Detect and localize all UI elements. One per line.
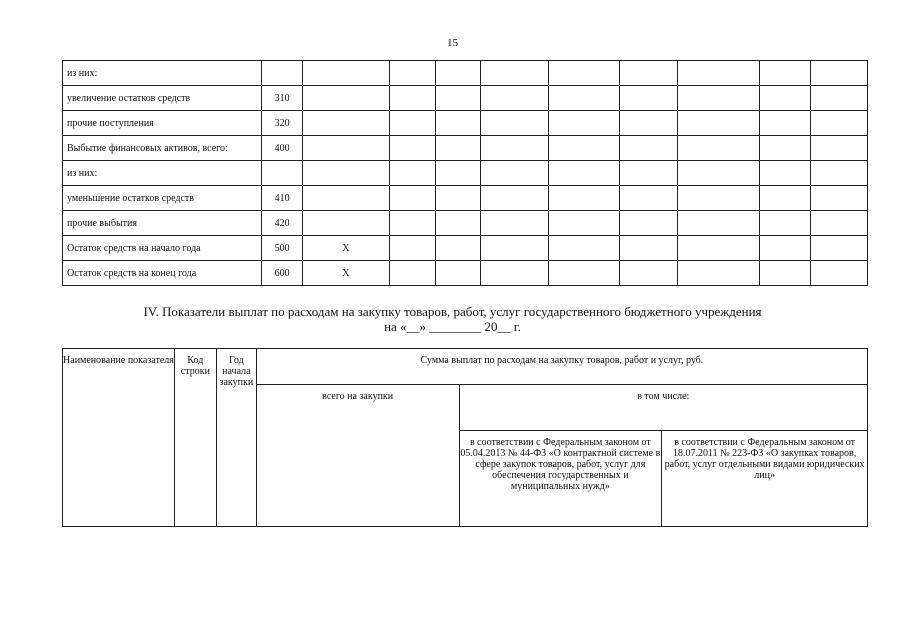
row-label: увеличение остатков средств bbox=[63, 86, 262, 111]
empty-cell bbox=[678, 61, 760, 86]
empty-cell bbox=[549, 61, 620, 86]
empty-cell bbox=[436, 136, 481, 161]
empty-cell bbox=[760, 261, 810, 286]
table-row bbox=[63, 236, 868, 261]
row-label: из них: bbox=[63, 161, 262, 186]
empty-cell bbox=[389, 86, 436, 111]
table-row bbox=[63, 61, 868, 86]
row-col3 bbox=[303, 86, 389, 111]
empty-cell bbox=[760, 236, 810, 261]
empty-cell bbox=[678, 236, 760, 261]
procurement-payments-table bbox=[62, 348, 868, 527]
empty-cell bbox=[810, 211, 867, 236]
financial-assets-table bbox=[62, 60, 868, 286]
empty-cell bbox=[389, 61, 436, 86]
row-label: Остаток средств на начало года bbox=[63, 236, 262, 261]
empty-cell bbox=[436, 111, 481, 136]
empty-cell bbox=[436, 186, 481, 211]
row-label: Остаток средств на конец года bbox=[63, 261, 262, 286]
empty-cell bbox=[389, 186, 436, 211]
row-col3 bbox=[303, 136, 389, 161]
empty-cell bbox=[436, 61, 481, 86]
empty-cell bbox=[436, 86, 481, 111]
empty-cell bbox=[760, 161, 810, 186]
empty-cell bbox=[549, 211, 620, 236]
header-law-223: в соответствии с Федеральным законом от 18.07.2011 № 223-ФЗ «О закупках товаров, работ, услуг отдельными видами юридических лиц» bbox=[662, 431, 868, 527]
empty-cell bbox=[810, 161, 867, 186]
empty-cell bbox=[481, 186, 549, 211]
empty-cell bbox=[436, 161, 481, 186]
empty-cell bbox=[481, 211, 549, 236]
empty-cell bbox=[678, 211, 760, 236]
empty-cell bbox=[389, 161, 436, 186]
section-title: IV. Показатели выплат по расходам на закупку товаров, работ, услуг государственного бюджетного учреждения bbox=[143, 304, 762, 319]
empty-cell bbox=[678, 161, 760, 186]
empty-cell bbox=[481, 161, 549, 186]
table-row bbox=[63, 111, 868, 136]
table-row bbox=[63, 86, 868, 111]
empty-cell bbox=[481, 61, 549, 86]
empty-cell bbox=[389, 236, 436, 261]
header-including: в том числе: bbox=[459, 385, 868, 431]
table-row bbox=[63, 136, 868, 161]
empty-cell bbox=[760, 136, 810, 161]
empty-cell bbox=[389, 136, 436, 161]
row-code: 320 bbox=[262, 111, 303, 136]
empty-cell bbox=[481, 236, 549, 261]
empty-cell bbox=[549, 111, 620, 136]
header-law-44: в соответствии с Федеральным законом от 05.04.2013 № 44-ФЗ «О контрактной системе в сфере закупок товаров, работ, услуг для обеспечения государственных и муниципальных нужд» bbox=[459, 431, 662, 527]
table-row bbox=[63, 186, 868, 211]
empty-cell bbox=[620, 211, 678, 236]
row-label: прочие поступления bbox=[63, 111, 262, 136]
row-code: 500 bbox=[262, 236, 303, 261]
table-row bbox=[63, 161, 868, 186]
empty-cell bbox=[620, 161, 678, 186]
table-row bbox=[63, 261, 868, 286]
empty-cell bbox=[549, 86, 620, 111]
empty-cell bbox=[810, 186, 867, 211]
empty-cell bbox=[810, 61, 867, 86]
row-code: 420 bbox=[262, 211, 303, 236]
empty-cell bbox=[436, 236, 481, 261]
empty-cell bbox=[620, 261, 678, 286]
empty-cell bbox=[620, 111, 678, 136]
empty-cell bbox=[549, 236, 620, 261]
empty-cell bbox=[620, 236, 678, 261]
empty-cell bbox=[549, 136, 620, 161]
empty-cell bbox=[389, 211, 436, 236]
row-col3 bbox=[303, 111, 389, 136]
empty-cell bbox=[760, 61, 810, 86]
row-code: 600 bbox=[262, 261, 303, 286]
empty-cell bbox=[620, 186, 678, 211]
header-code: Код строки bbox=[174, 349, 216, 527]
row-col3 bbox=[303, 61, 389, 86]
row-code bbox=[262, 161, 303, 186]
empty-cell bbox=[620, 61, 678, 86]
empty-cell bbox=[760, 211, 810, 236]
header-sum: Сумма выплат по расходам на закупку товаров, работ и услуг, руб. bbox=[256, 349, 867, 385]
row-col3: X bbox=[303, 236, 389, 261]
empty-cell bbox=[436, 261, 481, 286]
row-code: 410 bbox=[262, 186, 303, 211]
empty-cell bbox=[760, 186, 810, 211]
row-label: уменьшение остатков средств bbox=[63, 186, 262, 211]
header-total: всего на закупки bbox=[256, 385, 459, 527]
table-row bbox=[63, 211, 868, 236]
row-code bbox=[262, 61, 303, 86]
row-col3 bbox=[303, 161, 389, 186]
row-code: 400 bbox=[262, 136, 303, 161]
empty-cell bbox=[678, 136, 760, 161]
empty-cell bbox=[678, 111, 760, 136]
empty-cell bbox=[620, 136, 678, 161]
row-label: прочие выбытия bbox=[63, 211, 262, 236]
row-col3 bbox=[303, 211, 389, 236]
empty-cell bbox=[549, 161, 620, 186]
row-label: из них: bbox=[63, 61, 262, 86]
row-col3 bbox=[303, 186, 389, 211]
empty-cell bbox=[549, 261, 620, 286]
empty-cell bbox=[760, 86, 810, 111]
empty-cell bbox=[389, 111, 436, 136]
section-date-line: на «__» ________ 20__ г. bbox=[384, 319, 521, 334]
empty-cell bbox=[549, 186, 620, 211]
empty-cell bbox=[810, 111, 867, 136]
empty-cell bbox=[481, 86, 549, 111]
empty-cell bbox=[678, 186, 760, 211]
empty-cell bbox=[810, 236, 867, 261]
page-number: 15 bbox=[447, 37, 458, 49]
empty-cell bbox=[620, 86, 678, 111]
empty-cell bbox=[810, 136, 867, 161]
header-name: Наименование показателя bbox=[63, 349, 175, 527]
row-label: Выбытие финансовых активов, всего: bbox=[63, 136, 262, 161]
empty-cell bbox=[389, 261, 436, 286]
header-year: Год начала закупки bbox=[216, 349, 256, 527]
empty-cell bbox=[481, 261, 549, 286]
row-col3: X bbox=[303, 261, 389, 286]
empty-cell bbox=[436, 211, 481, 236]
row-code: 310 bbox=[262, 86, 303, 111]
empty-cell bbox=[481, 111, 549, 136]
empty-cell bbox=[678, 86, 760, 111]
empty-cell bbox=[810, 86, 867, 111]
empty-cell bbox=[810, 261, 867, 286]
empty-cell bbox=[760, 111, 810, 136]
empty-cell bbox=[481, 136, 549, 161]
empty-cell bbox=[678, 261, 760, 286]
